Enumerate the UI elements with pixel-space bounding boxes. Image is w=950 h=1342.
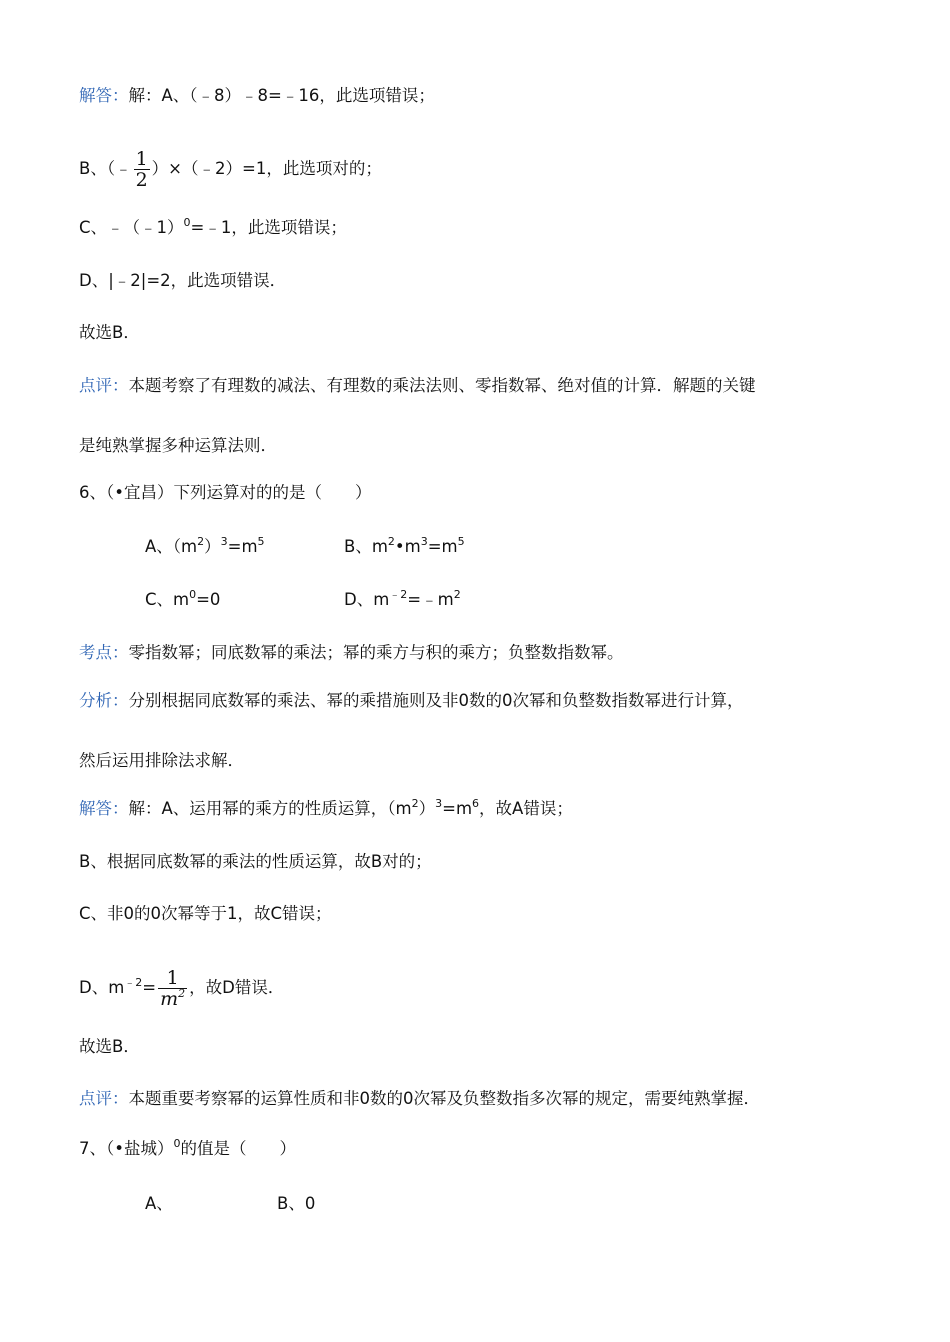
answer-line-b: B、（﹣ $\frac{1}{2}$ ）×（﹣2）=1，此选项对的； bbox=[79, 148, 382, 191]
question-6-stem: 6、（•宜昌）下列运算对的的是（ ） bbox=[79, 483, 372, 502]
keypoint-line: 考点：零指数幂；同底数幂的乘法；幂的乘方与积的乘方；负整数指数幂。 bbox=[79, 643, 624, 662]
comment-line: 点评：本题考察了有理数的减法、有理数的乘法法则、零指数幂、绝对值的计算．解题的关键 bbox=[79, 376, 756, 395]
answer-line-a: 解答：解：A、（﹣8）﹣8=﹣16，此选项错误； bbox=[79, 86, 435, 105]
answer-line-d: D、|﹣2|=2，此选项错误． bbox=[79, 271, 287, 290]
analysis-line: 分析：分别根据同底数幂的乘法、幂的乘措施则及非0数的0次幂和负整数指数幂进行计算， bbox=[79, 691, 744, 710]
answer-label: 解答： bbox=[79, 799, 129, 818]
keypoint-label: 考点： bbox=[79, 643, 129, 662]
q6-option-a: A、$(m^2)^3=m^5$ bbox=[145, 535, 265, 556]
q7-option-a: A、 bbox=[145, 1194, 173, 1213]
choice-line: 故选B． bbox=[79, 323, 140, 342]
question-7-stem: 7、（•盐城）$^0$的值是（ ） bbox=[79, 1137, 296, 1158]
answer-line-c: C、﹣（﹣1）$^0$=﹣1，此选项错误； bbox=[79, 216, 347, 237]
analysis-label: 分析： bbox=[79, 691, 129, 710]
q6-answer-b: B、根据同底数幂的乘法的性质运算，故B对的； bbox=[79, 852, 432, 871]
fraction-one-half: $\frac{1}{2}$ bbox=[135, 148, 148, 191]
q6-comment-line: 点评：本题重要考察幂的运算性质和非0数的0次幂及负整数指多次幂的规定，需要纯熟掌握． bbox=[79, 1089, 760, 1108]
q6-option-b: B、$m^2•m^3=m^5$ bbox=[344, 535, 465, 556]
q6-choice-line: 故选B． bbox=[79, 1037, 140, 1056]
fraction-one-over-m-squared: $\frac{1}{m^2}$ bbox=[160, 967, 186, 1010]
q6-option-c: C、$m^0=0$ bbox=[145, 588, 221, 609]
q6-option-d: D、$m^{﹣2}=﹣m^2$ bbox=[344, 588, 461, 609]
analysis-line-2: 然后运用排除法求解． bbox=[79, 751, 244, 770]
q6-answer-c: C、非0的0次幂等于1，故C错误； bbox=[79, 904, 332, 923]
comment-line-2: 是纯熟掌握多种运算法则． bbox=[79, 436, 277, 455]
answer-label: 解答： bbox=[79, 86, 129, 105]
comment-label: 点评： bbox=[79, 376, 129, 395]
q7-option-b: B、0 bbox=[277, 1194, 316, 1213]
comment-label: 点评： bbox=[79, 1089, 129, 1108]
q6-answer-a: 解答：解：A、运用幂的乘方的性质运算，$(m^2)^3=m^6$，故A错误； bbox=[79, 797, 573, 818]
q6-answer-d: D、$m^{﹣2}=$ $\frac{1}{m^2}$ ，故D错误． bbox=[79, 967, 285, 1010]
